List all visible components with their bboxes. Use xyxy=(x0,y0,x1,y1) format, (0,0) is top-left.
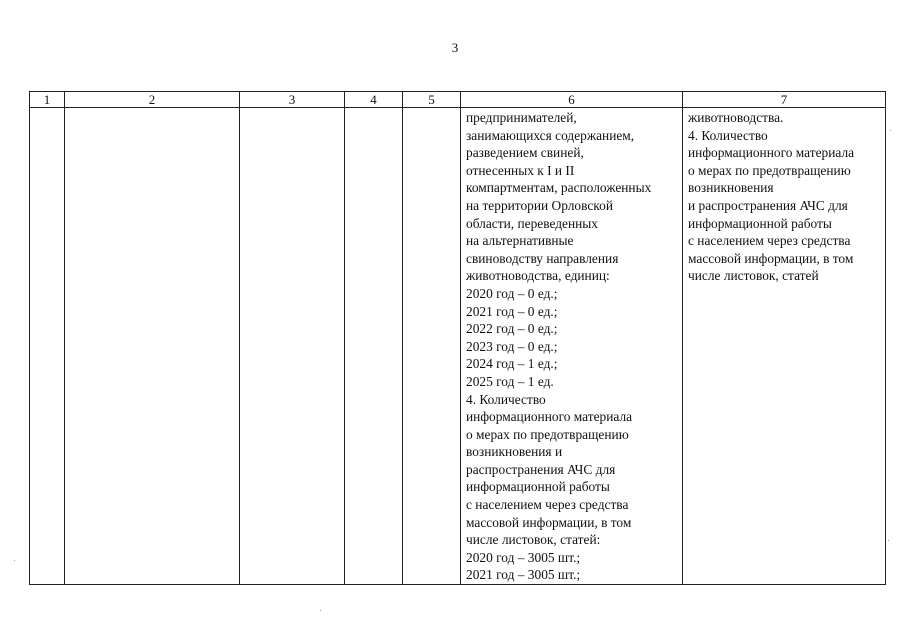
indicator-line: предпринимателей, xyxy=(466,110,577,125)
description-line: и распространения АЧС для xyxy=(688,197,848,213)
scan-speck xyxy=(320,610,321,611)
indicator-line: отнесенных к I и II xyxy=(466,162,575,178)
cell-col-7 xyxy=(683,108,886,585)
description-line: с населением через средства xyxy=(688,233,851,249)
description-line: информационного материала xyxy=(688,145,855,161)
indicator-text xyxy=(461,108,682,584)
header-col-1: 1 xyxy=(30,92,65,108)
indicator-line: 2020 год – 3005 шт.; xyxy=(466,549,581,565)
description-line: 4. Количество xyxy=(688,127,768,143)
description-line: числе листовок, статей xyxy=(688,268,819,284)
indicator-line: животноводства, единиц: xyxy=(466,268,610,284)
table-header-row xyxy=(30,92,886,108)
indicator-line: 2020 год – 0 ед.; xyxy=(466,285,558,301)
indicator-line: о мерах по предотвращению xyxy=(466,426,629,442)
header-col-6: 6 xyxy=(461,92,683,108)
indicator-line: на территории Орловской xyxy=(466,197,613,213)
indicator-line: компартментам, расположенных xyxy=(466,180,652,196)
cell-col-4 xyxy=(345,108,403,585)
scan-speck xyxy=(14,560,15,561)
indicator-line: числе листовок, статей: xyxy=(466,532,601,548)
indicator-line: массовой информации, в том xyxy=(466,514,632,530)
indicator-line: на альтернативные xyxy=(466,233,574,249)
indicator-line: разведением свиней, xyxy=(466,145,584,161)
description-line: возникновения xyxy=(688,180,774,196)
indicator-line: 2021 год – 3005 шт.; xyxy=(466,567,581,583)
cell-col-1 xyxy=(30,108,65,585)
indicator-line: возникновения и xyxy=(466,444,563,460)
page-number: 3 xyxy=(451,40,459,55)
header-col-7: 7 xyxy=(683,92,886,108)
indicator-line: информационного материала xyxy=(466,409,633,425)
cell-col-5 xyxy=(403,108,461,585)
description-line: о мерах по предотвращению xyxy=(688,162,851,178)
header-col-3: 3 xyxy=(240,92,345,108)
indicator-line: области, переведенных xyxy=(466,215,598,231)
description-line: массовой информации, в том xyxy=(688,250,854,266)
table-row xyxy=(30,108,886,585)
data-table xyxy=(29,91,886,585)
cell-col-2 xyxy=(65,108,240,585)
indicator-line: занимающихся содержанием, xyxy=(466,127,635,143)
indicator-line: 2025 год – 1 ед. xyxy=(466,373,554,389)
description-line: животноводства. xyxy=(688,110,784,125)
scan-speck xyxy=(888,540,889,541)
indicator-line: свиноводству направления xyxy=(466,250,619,266)
indicator-line: 2021 год – 0 ед.; xyxy=(466,303,558,319)
indicator-line: 2023 год – 0 ед.; xyxy=(466,338,558,354)
description-line: информационной работы xyxy=(688,215,832,231)
indicator-line: 2024 год – 1 ед.; xyxy=(466,356,558,372)
cell-col-3 xyxy=(240,108,345,585)
header-col-4: 4 xyxy=(345,92,403,108)
indicator-line: распространения АЧС для xyxy=(466,461,616,477)
indicator-line: информационной работы xyxy=(466,479,610,495)
indicator-line: 2022 год – 0 ед.; xyxy=(466,321,558,337)
header-col-2: 2 xyxy=(65,92,240,108)
indicator-line: с населением через средства xyxy=(466,497,629,513)
indicator-line: 4. Количество xyxy=(466,391,546,407)
scan-speck xyxy=(890,130,891,131)
header-col-5: 5 xyxy=(403,92,461,108)
description-text xyxy=(683,108,885,285)
cell-col-6 xyxy=(461,108,683,585)
